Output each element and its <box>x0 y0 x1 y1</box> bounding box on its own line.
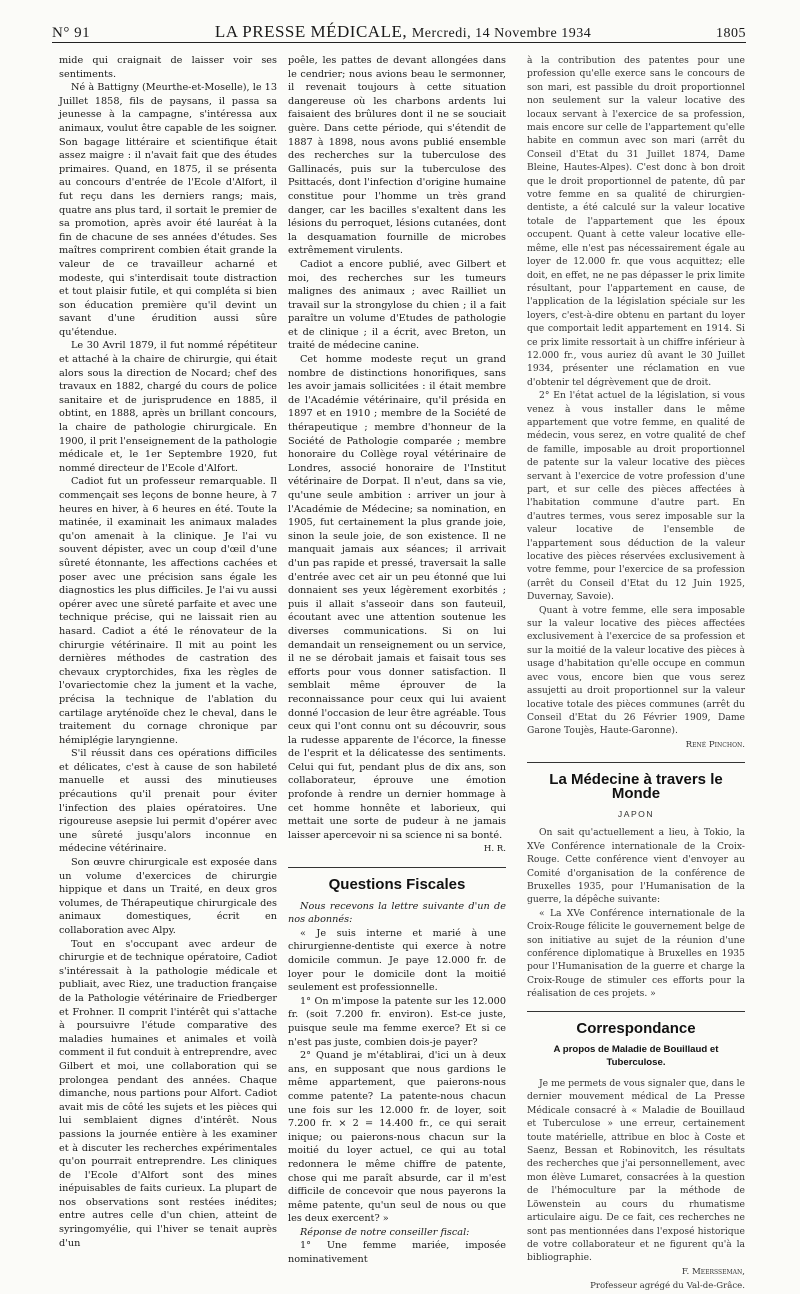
paragraph: Son œuvre chirurgicale est exposée dans un volume d'exercices de chirurgie hippique et dans un Traité, en deux gros volumes, de Thérapeutique chirurgicale des animaux domestiques, écrit en collaboration avec Alpy. <box>59 857 277 936</box>
country-heading: JAPON <box>617 808 655 819</box>
paragraph: « Je suis interne et marié à une chirurgienne-dentiste qui exerce à notre domicile commun. Je paye 12.000 fr. de loyer pour le domicile dont la moitié seulement est professionnelle. <box>288 927 506 994</box>
paragraph: poêle, les pattes de devant allongées dans le cendrier; nous avions beau le sermonner, il revenait toujours à cette situation dangereuse où les charbons ardents lui faisaient des brûlures dont il ne se souciait guère. Dans cette période, qui s'étendit de 1887 à 1898, nous avons publié ensemble des recherches sur la tuberculose des Gallinacés, puis sur la tuberculose des Psittacés, dont l'infection d'origine humaine constitue pour l'homme un très grand danger, car les bacilles s'exaltent dans les lésions du perroquet, lésions cutanées, dont la desquamation fournille de microbes extrêmement virulents. <box>288 55 506 257</box>
paragraph: Tout en s'occupant avec ardeur de chirurgie et de technique opératoire, Cadiot s'intéressait à la pathologie médicale et publiait, avec Riez, une traduction française de la Pathologie vétérinaire de Friedberger et Frohner. Il comprit l'intérêt qui s'attache à poursuivre l'étude comparative des maladies humaines et animales et voilà comment il fut conduit à entreprendre, avec Gilbert et moi, une collaboration qui se prolongea pendant des années. Chaque dimanche, nous partions pour Alfort. Cadiot avait mis de côté les sujets et les pièces qui lui semblaient dignes d'intérêt. Nous passions la journée entière à les examiner et à discuter les recherches expérimentales qu'on pourrait entreprendre. Les cliniques de l'Ecole d'Alfort sont des mines inépuisables de faits curieux. La plupart de nos observations sont restées inédites; entre autres celle d'un chien, atteint de syringomyélie, qui l'hiver se tenait auprès d'un <box>59 938 277 1249</box>
paragraph: Quant à votre femme, elle sera imposable sur la valeur locative des pièces affectées exclusivement à l'exercice de sa profession et sur la moitié de la valeur locative des pièces à usage d'habitation qu'elle occupe en commun avec vous, encore bien que vous serez assujetti au droit proportionnel sur la valeur locative totale des pièces communes (arrêt du Conseil d'Etat du 26 Février 1909, Dame Garone Toujès, Haute-Garonne). <box>527 604 745 737</box>
paragraph: mide qui craignait de laisser voir ses sentiments. <box>59 55 277 80</box>
paragraph: On sait qu'actuellement a lieu, à Tokio, la XVe Conférence internationale de la Croix-Rouge. Cette conférence vient d'envoyer au Comité d'organisation de la conférence de Bruxelles 1935, pour l'Humanisation de la guerre, la dépêche suivante: <box>527 827 745 906</box>
obituary-signature: H. R. <box>483 844 506 855</box>
column-2 <box>288 54 506 1266</box>
section-title-questions-fiscales: Questions Fiscales <box>328 876 466 894</box>
paragraph: 1° Une femme mariée, imposée nominativement <box>288 1240 506 1266</box>
page-number: 1805 <box>716 26 746 41</box>
journal-title <box>215 22 591 42</box>
paragraph: Cadiot fut un professeur remarquable. Il commençait ses leçons de bonne heure, à 7 heures en hiver, à 6 heures en été. Toute la matinée, il examinait les animaux malades qu'on amenait à la clinique. Je l'ai vu souvent dépister, avec un coup d'œil d'une sûreté étonnante, les affections cachées et poser avec une précision sans égale les diagnostics les plus difficiles. Je l'ai vu aussi opérer avec une sûreté parfaite et avec une technique précise, qui ne laissait rien au hasard. Cadiot a été le rénovateur de la chirurgie vétérinaire. Il mit au point les dernières méthodes de castration des chevaux cryptorchides, fixa les règles de l'ovariectomie chez la jument et la vache, précisa la technique de l'ablation du cartilage aryténoïde chez le cheval, dans le traitement du cornage chronique par hémiplégie laryngienne. <box>59 476 277 746</box>
column-3 <box>527 54 745 1292</box>
issue-date: Mercredi, 14 Novembre 1934 <box>411 26 592 41</box>
paragraph: Cet homme modeste reçut un grand nombre de distinctions honorifiques, sans les avoir jamais sollicitées : il était membre de l'Académie vétérinaire, qu'il présida en 1897 et en 1910 ; membre de la Société de thérapeutique ; membre d'honneur de la Société de Pathologie comparée ; membre honoraire du Collège royal vétérinaire de Londres, associé honoraire de l'Institut vétérinaire de Dorpat. Il n'eut, dans sa vie, qu'une seule ambition : arriver un jour à l'Académie de Médecine; sa nomination, en 1905, fut certainement la plus grande joie, sinon la seule joie, de son existence. Il ne manquait jamais aux séances; il arrivait d'un pas rapide et pressé, traversait la salle d'entrée avec cet air un peu étonné que lui donnaient ses yeux légèrement exorbités ; puis il allait s'asseoir dans son fauteuil, écoutant avec une attention soutenue les diverses communications. Si on lui demandait un renseignement ou un service, il ne se dérobait jamais et faisait tous ses efforts pour vous donner satisfaction. Il semblait même éprouver de la reconnaissance pour ceux qui lui avaient donné l'occasion de leur être agréable. Tous ceux qui l'ont connu ont su découvrir, sous la rudesse apparente de l'écorce, la finesse de l'esprit et la délicatesse des sentiments. Celui qui fut, pendant plus de dix ans, son collaborateur, éprouve une émotion profonde à rendre un dernier hommage à cet homme honnête et laborieux, qui mettait une sorte de pudeur à ne jamais laisser apercevoir ni sa science ni sa bonté. <box>288 354 506 841</box>
paragraph: 1° On m'impose la patente sur les 12.000 fr. (soit 7.200 fr. environ). Est-ce juste, puisque seule ma femme exerce? Et si ce n'est pas juste, combien dois-je payer? <box>288 995 506 1048</box>
fiscal-signature: René Pinchon. <box>685 739 745 750</box>
correspondence-signature-title: Professeur agrégé du Val-de-Grâce. <box>590 1281 745 1292</box>
section-divider <box>527 1011 745 1012</box>
issue-number: N° 91 <box>52 25 91 41</box>
section-title-medecine-monde: La Médecine à travers le Monde <box>549 771 723 802</box>
letter-intro: Nous recevons la lettre suivante d'un de nos abonnés: <box>288 900 506 926</box>
reply-intro: Réponse de notre conseiller fiscal: <box>300 1226 470 1238</box>
column-1 <box>59 54 277 1249</box>
paragraph: « La XVe Conférence internationale de la Croix-Rouge félicite le gouvernement belge de son initiative au sujet de la réunion d'une conférence diplomatique à Bruxelles en 1935 pour l'Humanisation de la guerre et charge la Croix-Rouge de stimuler ces efforts pour la réalisation de ces projets. » <box>527 907 745 1000</box>
page-header <box>52 14 746 43</box>
paragraph: Né à Battigny (Meurthe-et-Moselle), le 13 Juillet 1858, fils de paysans, il passa sa jeunesse à la campagne, s'intéressa aux animaux, voulut être capable de les soigner. Son bagage littéraire et scientifique était assez maigre : il n'avait fait que des études primaires. Quand, en 1875, il se présenta au concours d'entrée de l'Ecole d'Alfort, il fut reçu dans les derniers rangs; mais, quatre ans plus tard, il sortait le premier de sa promotion, après avoir été lauréat à la fin de chacune de ses années d'études. Ses maîtres comprirent combien était grande la valeur de ce travailleur acharné et modeste, qui s'interdisait toute distraction et tout plaisir futile, et qui compléta si bien son éducation première qu'il devint un savant d'une érudition aussi sûre qu'étendue. <box>59 82 277 338</box>
paragraph: Le 30 Avril 1879, il fut nommé répétiteur et attaché à la chaire de chirurgie, qui était alors sous la direction de Nocard; chef des travaux en 1882, chargé du cours de police sanitaire et de jurisprudence en 1885, il obtint, en 1888, après un brillant concours, la chaire de pathologie chirurgicale. En 1900, il prit l'enseignement de la pathologie médicale et, le 1er Septembre 1920, fut nommé directeur de l'Ecole d'Alfort. <box>59 340 277 474</box>
section-divider <box>527 762 745 763</box>
paragraph: Cadiot a encore publié, avec Gilbert et moi, des recherches sur les tumeurs malignes des animaux ; avec Railliet un travail sur la strongylose du chien ; il a fait paraître un volume d'Etudes de pathologie et de clinique ; il a écrit, avec Breton, un traité de médecine canine. <box>288 258 506 352</box>
paragraph: S'il réussit dans ces opérations difficiles et délicates, c'est à cause de son habileté manuelle et aussi des minutieuses précautions qu'il prenait pour éviter l'infection des plaies opératoires. Une rigoureuse asepsie lui permit d'opérer avec une sûreté jusqu'alors inconnue en médecine vétérinaire. <box>59 748 277 855</box>
journal-name: LA PRESSE MÉDICALE, <box>214 22 408 41</box>
correspondence-signature: F. Meersseman, <box>681 1266 745 1277</box>
paragraph: à la contribution des patentes pour une profession qu'elle exerce sans le concours de son mari, est passible du droit proportionnel non seulement sur la valeur locative des locaux servant à l'exercice de sa profession, mais encore sur celle de l'appartement qu'elle habite en commun avec son mari (arrêt du Conseil d'Etat du 31 Juillet 1874, Dame Bleine, Hautes-Alpes). C'est donc à bon droit que le droit proportionnel de patente, dû par votre femme en sa qualité de chirurgien-dentiste, a été calculé sur la valeur locative totale de l'appartement que les époux occupent. Quant à cette valeur locative elle-même, elle n'est pas nécessairement égale au loyer de 12.000 fr. que vous acquittez; elle doit, en effet, ne ne pas dépasser le prix limite résultant, pour l'appartement en cause, de l'application de la législation spéciale sur les loyers, c'est-à-dire obtenu en partant du loyer que comportait ledit appartement en 1914. Si ce prix limite ressortait à un chiffre inférieur à 12.000 fr., vous auriez dû avant le 30 Juillet 1934, présenter une réclamation en vue d'obtenir tel dégrèvement que de droit. <box>527 55 745 388</box>
section-divider <box>288 867 506 868</box>
paragraph: Je me permets de vous signaler que, dans le dernier mouvement médical de La Presse Médicale consacré à « Maladie de Bouillaud et Tuberculose » une erreur, certainement toute matérielle, attribue en bloc à Coste et Saenz, Bessan et Robinovitch, les résultats des recherches que j'ai personnellement, avec mon élève Lumaret, consacrées à la question de l'hémoculture par la méthode de Löwenstein au cours du rhumatisme articulaire aigu. De ce fait, ces recherches ne sont pas mentionnées dans l'exposé historique de votre collaborateur et ne figurent qu'à la bibliographie. <box>527 1078 745 1264</box>
correspondence-subtitle: A propos de Maladie de Bouillaud et Tuberculose. <box>553 1044 719 1069</box>
section-title-correspondance: Correspondance <box>576 1019 696 1037</box>
paragraph: 2° En l'état actuel de la législation, si vous venez à vous installer dans le même appartement que votre femme, en qualité de médecin, vous serez, en votre qualité de chef de famille, imposable au droit proportionnel de patente sur la valeur locative des pièces servant à l'exercice de votre profession d'une part, et sur celle des pièces affectées à l'habitation commune d'autre part. En d'autres termes, vous serez imposable sur la valeur locative de l'ensemble de l'appartement sous déduction de la valeur locative des pièces réservées exclusivement à votre femme, pour l'exercice de sa profession (arrêt du Conseil d'Etat du 12 Juin 1925, Duvernay, Savoie). <box>527 390 745 603</box>
paragraph: 2° Quand je m'établirai, d'ici un à deux ans, en supposant que nous gardions le même appartement, que paierons-nous comme patente? La patente-nous chacun une fois sur les 12.000 fr. de loyer, soit 7.200 fr. × 2 = 14.400 fr., ce qui serait inique; ou paierons-nous chacun sur la moitié du loyer actuel, ce qui au total redonnera le même chiffre de patente, chose qui me paraît absurde, car il m'est difficile de concevoir que nous payerons la même patente, qu'un seul de nous ou que les deux exercent? » <box>288 1050 506 1225</box>
